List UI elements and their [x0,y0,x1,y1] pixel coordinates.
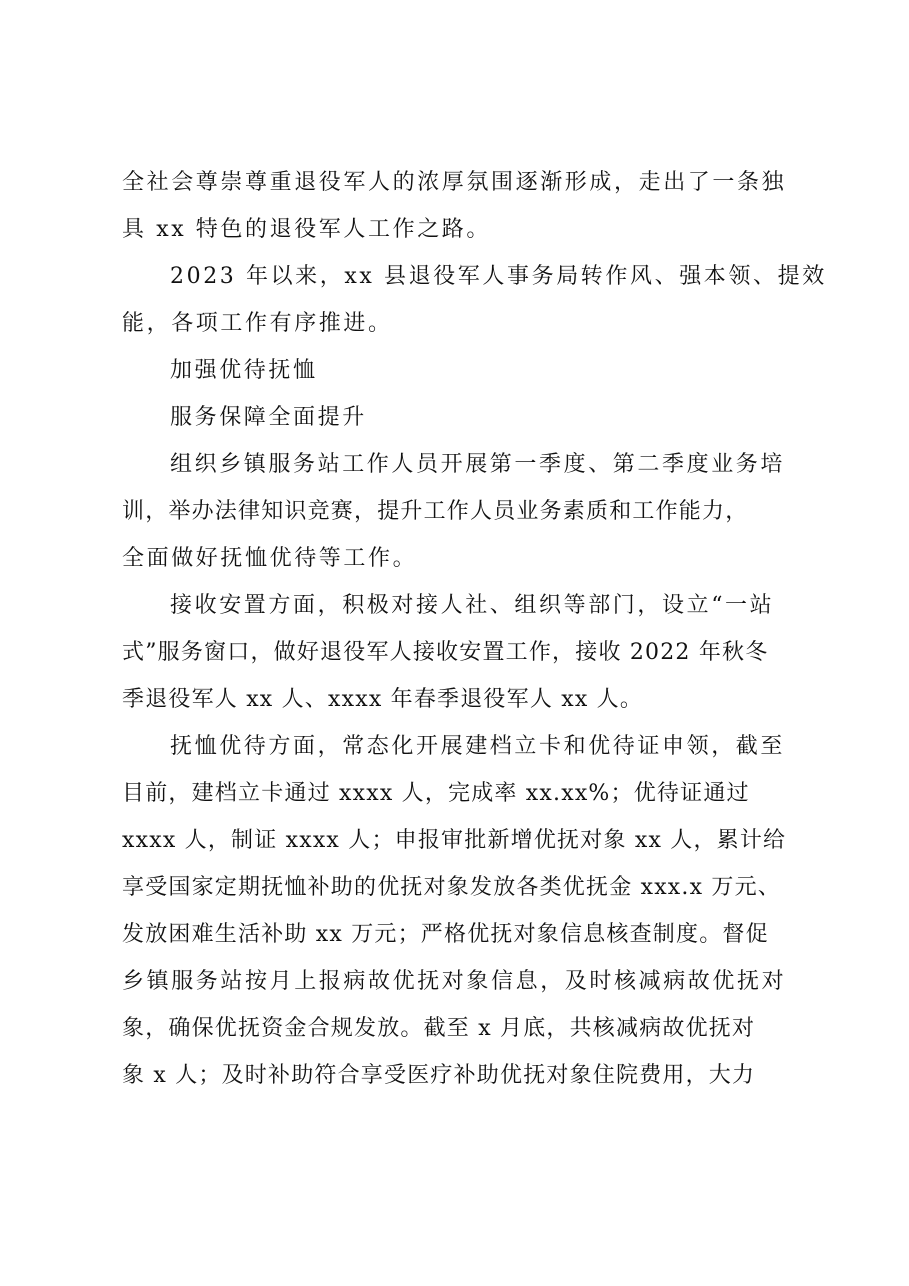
text-line: 象 x 人；及时补助符合享受医疗补助优抚对象住院费用，大力 [122,1063,756,1088]
paragraph-start-line: 组织乡镇服务站工作人员开展第一季度、第二季度业务培 [170,452,786,477]
section-subheading: 服务保障全面提升 [170,405,367,430]
document-body [122,159,827,1099]
text-line: 目前，建档立卡通过 xxxx 人，完成率 xx.xx%；优待证通过 [122,781,750,806]
section-heading: 加强优待抚恤 [170,358,318,383]
text-line: 训，举办法律知识竞赛，提升工作人员业务素质和工作能力， [122,499,749,524]
text-line: 乡镇服务站按月上报病故优抚对象信息，及时核减病故优抚对 [122,969,787,994]
text-line: 全社会尊崇尊重退役军人的浓厚氛围逐渐形成，走出了一条独 [122,170,787,195]
text-line: 全面做好抚恤优待等工作。 [122,546,418,571]
text-line: 具 xx 特色的退役军人工作之路。 [122,217,492,242]
paragraph-start-line: 抚恤优待方面，常态化开展建档立卡和优待证申领，截至 [170,734,786,759]
text-line: xxxx 人，制证 xxxx 人；申报审批新增优抚对象 xx 人，累计给 [122,828,787,853]
text-line: 式”服务窗口，做好退役军人接收安置工作，接收 2022 年秋冬 [122,640,769,665]
paragraph-start-line: 接收安置方面，积极对接人社、组织等部门，设立“一站 [170,593,775,618]
text-line: 发放困难生活补助 xx 万元；严格优抚对象信息核查制度。督促 [122,922,769,947]
text-line: 享受国家定期抚恤补助的优抚对象发放各类优抚金 xxx.x 万元、 [122,875,782,900]
text-line: 能，各项工作有序推进。 [122,311,393,336]
paragraph-start-line: 2023 年以来，xx 县退役军人事务局转作风、强本领、提效 [170,264,827,289]
text-line: 季退役军人 xx 人、xxxx 年春季退役军人 xx 人。 [122,687,644,712]
text-line: 象，确保优抚资金合规发放。截至 x 月底，共核减病故优抚对 [122,1016,756,1041]
